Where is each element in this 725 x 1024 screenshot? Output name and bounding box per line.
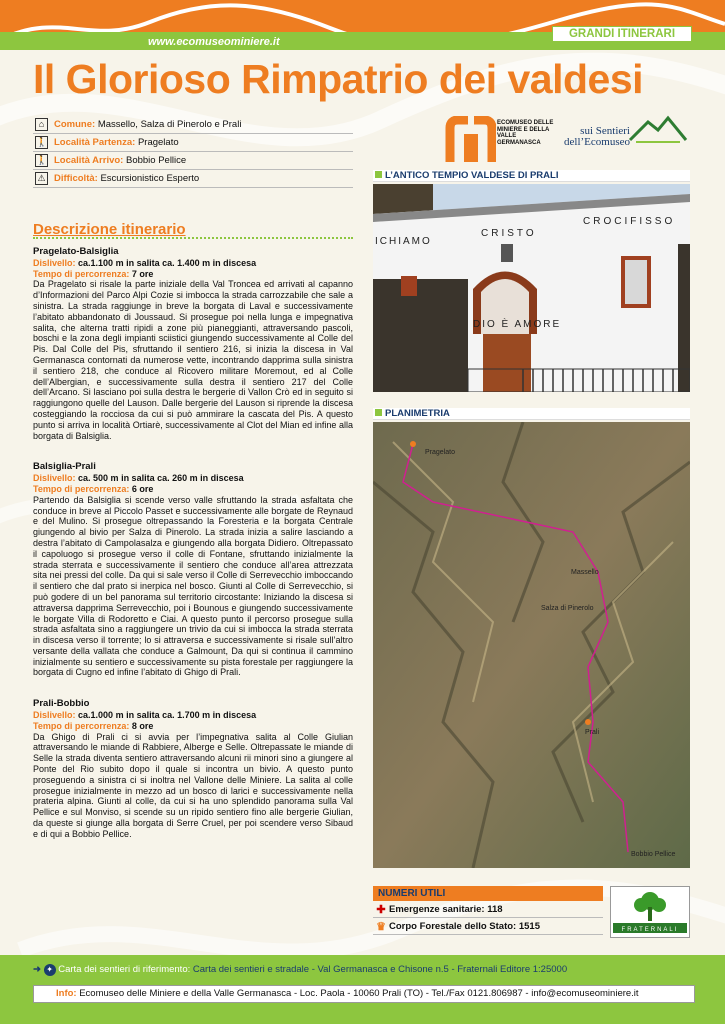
route-section: [33, 699, 353, 839]
dislivello-label: Dislivello:: [33, 473, 76, 484]
route-section: [33, 247, 353, 441]
route-text: Da Pragelato si risale la parte iniziale della Val Troncea ed arrivati al capanno d’Informazioni del Parco Alpi Cozie si imbocca la strada carrozzabile che sale a sinistra. La strada raggiunge in breve la borgata di Laval e successivamente l’abitato abbandonato di Joussaud. Si prosegue poi nella lunga e impegnativa salita, che alterna tratti ripidi a zone più pianeggianti, attraversando pascoli, boschi e la zona degli impianti sciistici giungendo successivamente al Colle del Pis. Dal Colle del Pis, sfruttando il sentiero 216, si inizia la discesa in Val Germanasca contornati da numerose vette, incontrando dapprima sulla sinistra il sentiero 218, che conduce al Ricovero militare Moremout, ed al Colle dell’Albergian, e successivamente sulla destra il sentiero 217 del Colle dell’Arcano. Si lasciano poi sulla destra le bergerie di Vallon Crò ed in seguito si raggiungono quelle del Lauson. Dalle bergerie del Lauson si riprende la discesa costeggiando la rocciosa da cui si può ammirare la cascata del Pis. A questo punto si arriva in località Ortiarè, successivamente al Clot del Mian ed infine alla borgata di Balsiglia.: [33, 279, 353, 441]
info-label: Comune:: [54, 119, 96, 130]
dislivello-label: Dislivello:: [33, 257, 76, 268]
info-row-partenza: [33, 134, 353, 152]
info-value: Pragelato: [137, 137, 179, 148]
number-value[interactable]: 1515: [518, 920, 540, 932]
map-caption: [373, 408, 690, 420]
map-label-bobbio: Bobbio Pellice: [631, 851, 676, 858]
tempo-value: 6 ore: [131, 483, 154, 494]
route-title: Pragelato-Balsiglia: [33, 246, 119, 257]
info-value: Escursionistico Esperto: [100, 173, 200, 184]
number-label: Emergenze sanitarie:: [389, 903, 485, 915]
info-value: Bobbio Pellice: [125, 155, 187, 166]
tempo-label: Tempo di percorrenza:: [33, 268, 130, 279]
ecomuseo-logo-text: ECOMUSEO DELLE MINIERE E DELLA VALLE GERMANASCA: [497, 120, 554, 146]
footer-info: [33, 985, 695, 1003]
number-value[interactable]: 118: [487, 903, 503, 915]
useful-numbers: [373, 886, 603, 935]
fraternali-logo: [610, 886, 690, 938]
tempo-label: Tempo di percorrenza:: [33, 720, 130, 731]
dislivello-value: ca.1.100 m in salita ca. 1.400 m in discesa: [78, 257, 257, 268]
mountain-logo-icon: [628, 114, 688, 144]
sign-ichiamo: ICHIAMO: [375, 236, 432, 247]
walker-icon: 🚶: [36, 137, 48, 147]
route-map: [373, 422, 690, 868]
ecomuseo-logo-icon: [444, 116, 496, 166]
tempo-value: 8 ore: [131, 720, 154, 731]
walker-icon: 🚶: [36, 155, 48, 165]
info-footer-value[interactable]: Ecomuseo delle Miniere e della Valle Germanasca - Loc. Paola - 10060 Prali (TO) - Tel./Fax 0121.806987 - info@ecomuseominiere.it: [79, 988, 639, 999]
route-title: Prali-Bobbio: [33, 698, 90, 710]
tempo-value: 7 ore: [131, 268, 154, 279]
numbers-title: NUMERI UTILI: [373, 886, 603, 901]
website-url[interactable]: www.ecomuseominiere.it: [148, 36, 280, 48]
town-icon: ⌂: [35, 118, 48, 131]
dislivello-value: ca.1.000 m in salita ca. 1.700 m in discesa: [78, 710, 257, 721]
dislivello-label: Dislivello:: [33, 710, 76, 721]
map-label-salza: Salza di Pinerolo: [541, 605, 594, 612]
fraternali-text: FRATERNALI: [621, 927, 679, 933]
sign-cristo: CRISTO: [481, 228, 537, 239]
sui-line1: sui Sentieri: [580, 125, 630, 137]
church-photo: [373, 184, 690, 392]
route-text: Da Ghigo di Prali ci si avvia per l’impegnativa salita al Colle Giulian attraversando le miande di Rabbiere, Alberge e Selle. Oltrepassate le miande di Selle la strada diventa sentiero attraversando alcuni rii minori sino a giungere al Ponte del Rio subito dopo il quale si incontra un bivio. A questo punto proseguendo a sinistra ci si inoltra nel Vallone delle Miniere. La salita al colle prosegue inizialmente in mezzo ad un bosco di larici e successivamente nella prateria alpina. Giunti al colle, da cui si ha uno splendido panorama sulla Val Pellice e sul Monviso, si scende su un ripido sentiero fino alle bergerie Giulian, da queste si giunge alla borgata di Serre Cruel, per poi scendere verso Sibaud e di qui a Bobbio Pellice.: [33, 731, 353, 839]
sign-dio-amore: DIO È AMORE: [473, 319, 562, 330]
info-row-difficolta: [33, 170, 353, 188]
compass-icon: ✦: [44, 964, 56, 976]
dislivello-value: ca. 500 m in salita ca. 260 m in discesa: [78, 473, 244, 484]
section-heading: Descrizione itinerario: [33, 221, 186, 238]
tempo-label: Tempo di percorrenza:: [33, 483, 130, 494]
number-row: [373, 918, 603, 935]
map-label-pragelato: Pragelato: [425, 449, 455, 456]
number-label: Corpo Forestale dello Stato:: [389, 920, 517, 932]
info-label: Difficoltà:: [54, 173, 98, 184]
carta-value: Carta dei sentieri e stradale - Val Germanasca e Chisone n.5 - Fraternali Editore 1:25000: [192, 964, 568, 975]
divider: [33, 236, 353, 239]
cross-icon: ✚: [376, 903, 386, 916]
map-label-prali: Prali: [585, 729, 600, 736]
page-title: Il Glorioso Rimpatrio dei valdesi: [33, 56, 644, 102]
carta-label: Carta dei sentieri di riferimento:: [58, 964, 191, 975]
info-value: Massello, Salza di Pinerolo e Prali: [97, 119, 242, 130]
map-label-massello: Massello: [571, 569, 599, 576]
forest-icon: ♛: [376, 920, 386, 933]
info-row-arrivo: [33, 152, 353, 170]
sign-crocifisso: CROCIFISSO: [583, 216, 676, 227]
description-column: [33, 246, 353, 861]
info-label: Località Arrivo:: [54, 155, 124, 166]
arrow-icon: ➜: [33, 964, 41, 975]
map-title: PLANIMETRIA: [385, 408, 450, 419]
photo-caption: [373, 170, 690, 182]
ecomuseo-logos: [440, 112, 690, 167]
route-title: Balsiglia-Prali: [33, 461, 96, 473]
top-banner: [0, 0, 725, 50]
category-badge: GRANDI ITINERARI: [552, 26, 692, 42]
info-row-comune: [33, 116, 353, 134]
route-text: Partendo da Balsiglia si scende verso valle sfruttando la strada asfaltata che conduce in breve al Piccolo Passet e successivamente alle borgate de Reynaud e del Mulino. Si prosegue oltrepassando la Foresteria e la borgata Centrale giungendo al bivio per Salza di Pinerolo. La strada inizia a salire lasciando a destra l’abitato di Campolasalza e giungendo alla borgata Didiero. Oltrepassato il capoluogo si prosegue verso il colle di Fontane, sfruttando inizialmente la strada sterrata e successivamente il sentiero che conduce all’area attrezzata sita nei pressi del colle. Da qui si sale verso il Colle di Serrevecchio imboccando il sentiero che dal prato si inerpica nel bosco. Giunti al Colle di Serrevecchio, si può godere di un bel panorama sul territorio circostante: Iniziando la discesa si attraversa dapprima Serrevecchio, poi i Bounous e giungendo successivamente le borgate Villa di Rodoretto e Ciai. A questo punto il percorso prosegue sulla strada asfaltata sino a raggiungere un trivio da cui si imbocca la strada sterrata in discesa verso il torrente; lo si attraversa e successivamente si risale sull’altro versante della vallata che conduce a Galmount, Da qui si continua il cammino inizialmente su sentiero e successivamente su pista forestale per raggiungere la borgata di Cugno ed infine l’abitato di Ghigo di Prali.: [33, 494, 353, 678]
info-footer-label: Info:: [56, 988, 77, 999]
sui-line2: dell’Ecomuseo: [564, 136, 630, 148]
route-section: [33, 462, 353, 678]
warning-icon: ⚠: [35, 172, 48, 185]
photo-title: L’ANTICO TEMPIO VALDESE DI PRALI: [385, 170, 559, 181]
info-table: [33, 116, 353, 188]
info-label: Località Partenza:: [54, 137, 136, 148]
number-row: [373, 901, 603, 918]
map-reference: [33, 964, 567, 976]
sentieri-logo-text: [564, 126, 630, 148]
